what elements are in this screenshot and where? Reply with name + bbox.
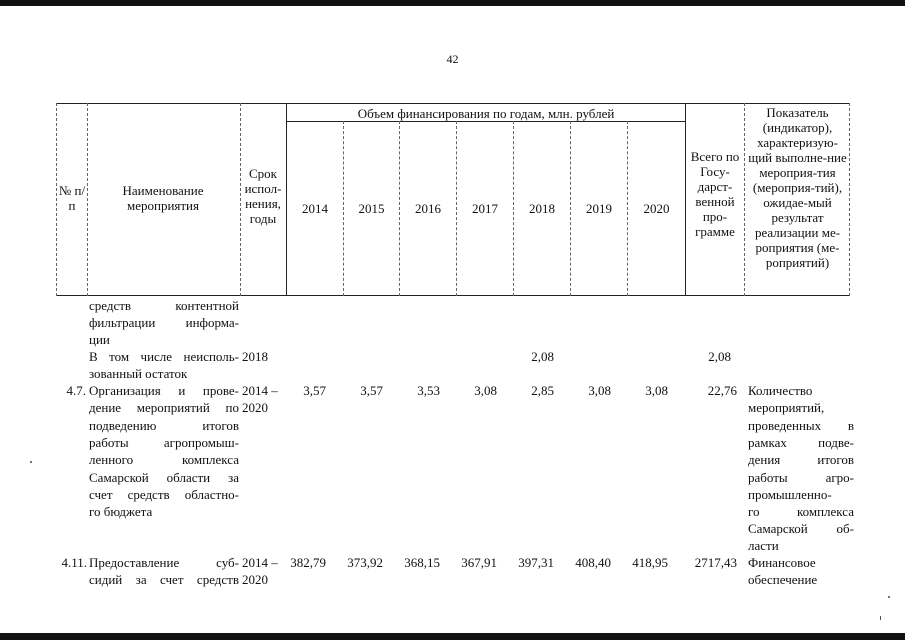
row-4-7-value-2015: 3,57	[360, 383, 383, 398]
row-4-11-name-line: сидий за счет средств	[89, 572, 239, 587]
header-indicator: Показатель (индикатор), характеризую-щий выполне-ние мероприя-тия (мероприя-тий), ожидае-мый результат реализации ме-роприятия (ме-роприятий)	[748, 105, 847, 270]
row-4-7-indicator-line: ласти	[748, 538, 779, 553]
row-4-11-indicator-line: обеспечение	[748, 572, 818, 587]
row-4-7-indicator-line: дения итогов	[748, 452, 854, 467]
page-number: 42	[446, 52, 459, 66]
row-4-7-num: 4.7.	[66, 383, 86, 398]
header-year: 2020	[643, 201, 670, 216]
top-border	[0, 0, 905, 6]
row-4-11-name-line: Предоставление суб-	[89, 555, 239, 570]
header-year: 2014	[302, 201, 328, 216]
header-year: 2015	[358, 201, 385, 216]
header-name: Наименование мероприятия	[122, 183, 204, 213]
unused-total: 2,08	[708, 349, 731, 364]
unused-term: 2018	[242, 349, 268, 364]
col-divider	[286, 103, 287, 296]
table-header	[56, 103, 849, 296]
row-4-7-value-2020: 3,08	[645, 383, 668, 398]
row-4-7-term-line: 2020	[242, 400, 268, 415]
col-divider	[56, 103, 57, 296]
row-4-7-value-2017: 3,08	[474, 383, 497, 398]
row-4-7-value-2014: 3,57	[303, 383, 326, 398]
row-4-11-term-line: 2014 –	[242, 555, 278, 570]
header-financing-title: Объем финансирования по годам, млн. рублей	[357, 106, 615, 121]
row-4-7-term-line: 2014 –	[242, 383, 278, 398]
row-4-7-indicator-line: рамках подве-	[748, 435, 854, 450]
row-4-7-name-line: Организация и прове-	[89, 383, 239, 398]
header-year: 2016	[415, 201, 441, 216]
row-4-7-indicator-line: го комплекса	[748, 504, 854, 519]
row-4-7-name-line: счет средств областно-	[89, 487, 239, 502]
bottom-border	[0, 633, 905, 640]
header-top-rule	[56, 103, 849, 104]
financing-rule	[286, 121, 685, 122]
col-divider	[87, 103, 88, 296]
row-4-11-indicator-line: Финансовое	[748, 555, 816, 570]
row-4-11-value-2020: 418,95	[632, 555, 668, 570]
row-4-7-name-line: дение мероприятий по	[89, 400, 239, 415]
row-4-11-term-line: 2020	[242, 572, 268, 587]
row-4-7-name-line: подведению итогов	[89, 418, 239, 433]
header-year: 2017	[472, 201, 498, 216]
scan-speck	[30, 461, 32, 463]
header-total: Всего по Госу-дарст-венной про-грамме	[690, 149, 740, 239]
header-bottom-rule	[56, 295, 849, 296]
row-4-7-indicator-line: мероприятий,	[748, 400, 825, 415]
continuation-name-line: фильтрации информа-	[89, 315, 239, 330]
header-num: № п/п	[58, 183, 86, 213]
row-4-7-indicator-line: промышленно-	[748, 487, 832, 502]
row-4-7-indicator-line: Самарской об-	[748, 521, 854, 536]
row-4-11-value-2019: 408,40	[575, 555, 611, 570]
row-4-11-num: 4.11.	[61, 555, 87, 570]
unused-name-line: В том числе неисполь-	[89, 349, 239, 364]
row-4-7-value-2016: 3,53	[417, 383, 440, 398]
row-4-11-value-2015: 373,92	[347, 555, 383, 570]
row-4-7-indicator-line: Количество	[748, 383, 813, 398]
row-4-7-name-line: Самарской области за	[89, 470, 239, 485]
scan-speck	[880, 616, 881, 620]
row-4-7-total: 22,76	[707, 383, 737, 398]
unused-value-2018: 2,08	[531, 349, 554, 364]
row-4-7-name-line: работы агропромыш-	[89, 435, 239, 450]
col-divider	[849, 103, 850, 296]
continuation-name-line: средств контентной	[89, 298, 239, 313]
row-4-7-indicator-line: проведенных в	[748, 418, 854, 433]
row-4-11-total: 2717,43	[694, 555, 737, 570]
unused-name-line: зованный остаток	[89, 366, 188, 381]
col-divider	[744, 103, 745, 296]
header-year: 2019	[586, 201, 612, 216]
row-4-11-value-2017: 367,91	[461, 555, 497, 570]
continuation-name-line: ции	[89, 332, 110, 347]
row-4-7-value-2018: 2,85	[531, 383, 554, 398]
header-term: Срок испол-нения, годы	[244, 166, 282, 226]
scan-speck	[888, 596, 890, 598]
row-4-7-value-2019: 3,08	[588, 383, 611, 398]
row-4-7-indicator-line: работы агро-	[748, 470, 854, 485]
row-4-11-value-2014: 382,79	[290, 555, 326, 570]
header-year: 2018	[529, 201, 555, 216]
row-4-7-name-line: ленного комплекса	[89, 452, 239, 467]
row-4-7-name-line: го бюджета	[89, 504, 153, 519]
row-4-11-value-2018: 397,31	[518, 555, 554, 570]
row-4-11-value-2016: 368,15	[404, 555, 440, 570]
col-divider	[685, 103, 686, 296]
